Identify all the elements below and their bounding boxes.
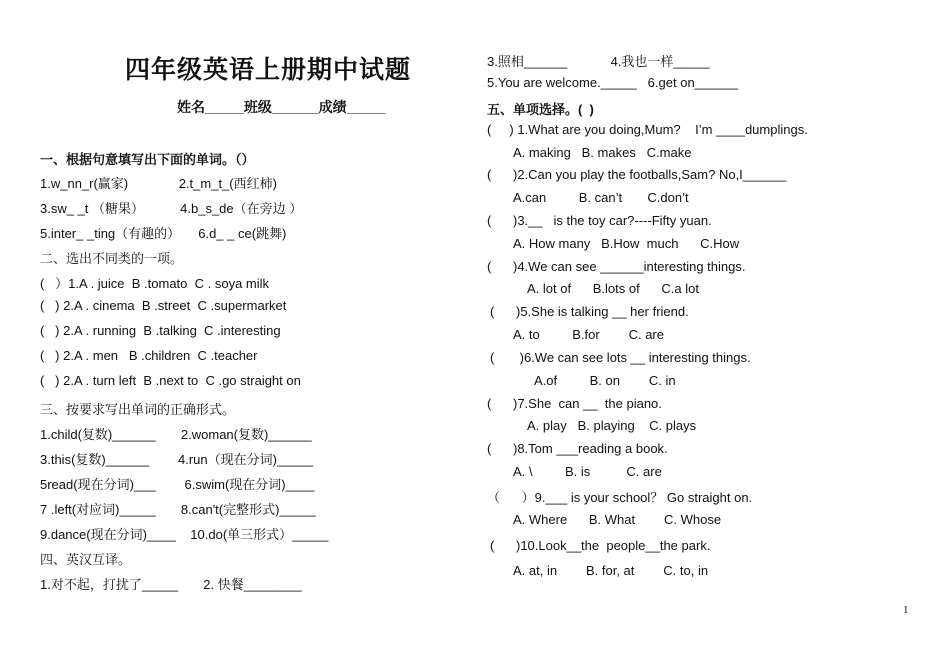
- right-line-1: 3.照相______ 4.我也一样_____: [487, 54, 710, 69]
- right-line-12: ( )5.She is talking __ her friend.: [490, 304, 689, 319]
- left-line-1: 一、根据句意填写出下面的单词。（）: [40, 152, 255, 167]
- student-info-line: 姓名_____班级______成绩_____: [177, 99, 386, 115]
- left-line-10: ( ) 2.A . turn left B .next to C .go straight on: [40, 373, 301, 388]
- right-line-16: ( )7.She can __ the piano.: [487, 396, 662, 411]
- left-line-12: 1.child(复数)______ 2.woman(复数)______: [40, 427, 312, 442]
- left-line-6: ( ）1.A . juice B .tomato C . soya milk: [40, 276, 270, 291]
- right-line-22: ( )10.Look__the people__the park.: [490, 538, 711, 553]
- right-line-8: ( )3.__ is the toy car?----Fifty yuan.: [487, 213, 712, 228]
- page-title: 四年级英语上册期中试题: [125, 55, 412, 84]
- left-line-9: ( ) 2.A . men B .children C .teacher: [40, 348, 258, 363]
- left-line-7: ( ) 2.A . cinema B .street C .supermarket: [40, 298, 287, 313]
- left-line-18: 1.对不起，打扰了_____ 2. 快餐________: [40, 577, 302, 592]
- right-line-18: ( )8.Tom ___reading a book.: [487, 441, 668, 456]
- right-line-6: ( )2.Can you play the footballs,Sam? No,I______: [487, 167, 787, 182]
- left-line-16: 9.dance(现在分词)____ 10.do(单三形式）_____: [40, 527, 329, 542]
- left-line-14: 5read(现在分词)___ 6.swim(现在分词)____: [40, 477, 315, 492]
- left-line-11: 三、按要求写出单词的正确形式。: [40, 402, 236, 417]
- right-line-13: A. to B.for C. are: [513, 327, 664, 342]
- right-line-7: A.can B. can’t C.don’t: [513, 190, 689, 205]
- right-line-23: A. at, in B. for, at C. to, in: [513, 563, 709, 578]
- right-line-15: A.of B. on C. in: [534, 373, 676, 388]
- right-line-2: 5.You are welcome._____ 6.get on______: [487, 75, 739, 90]
- left-line-13: 3.this(复数)______ 4.run（现在分词)_____: [40, 452, 314, 467]
- right-line-3: 五、单项选择。( ): [487, 102, 594, 117]
- right-line-14: ( )6.We can see lots __ interesting things.: [490, 350, 751, 365]
- right-line-17: A. play B. playing C. plays: [527, 418, 697, 433]
- left-line-8: ( ) 2.A . running B .talking C .interesting: [40, 323, 281, 338]
- left-line-15: 7 .left(对应词)_____ 8.can't(完整形式)_____: [40, 502, 316, 517]
- right-line-9: A. How many B.How much C.How: [513, 236, 740, 251]
- right-line-11: A. lot of B.lots of C.a lot: [527, 281, 699, 296]
- left-line-3: 3.sw_ _t （糖果） 4.b_s_de（在旁边 ）: [40, 201, 303, 216]
- right-line-10: ( )4.We can see ______interesting things.: [487, 259, 746, 274]
- left-line-17: 四、英汉互译。: [40, 552, 132, 567]
- right-line-21: A. Where B. What C. Whose: [513, 512, 722, 527]
- right-line-19: A. \ B. is C. are: [513, 464, 662, 479]
- left-line-4: 5.inter_ _ting（有趣的） 6.d_ _ ce(跳舞): [40, 226, 287, 241]
- right-line-4: ( ) 1.What are you doing,Mum? I’m ____dumplings.: [487, 122, 808, 137]
- right-line-5: A. making B. makes C.make: [513, 145, 692, 160]
- page-number: 1: [903, 604, 909, 616]
- left-line-2: 1.w_nn_r(赢家) 2.t_m_t_(西红柿): [40, 176, 277, 191]
- left-line-5: 二、选出不同类的一项。: [40, 251, 184, 266]
- right-line-20: （ ）9.___ is your school？ Go straight on.: [487, 490, 753, 505]
